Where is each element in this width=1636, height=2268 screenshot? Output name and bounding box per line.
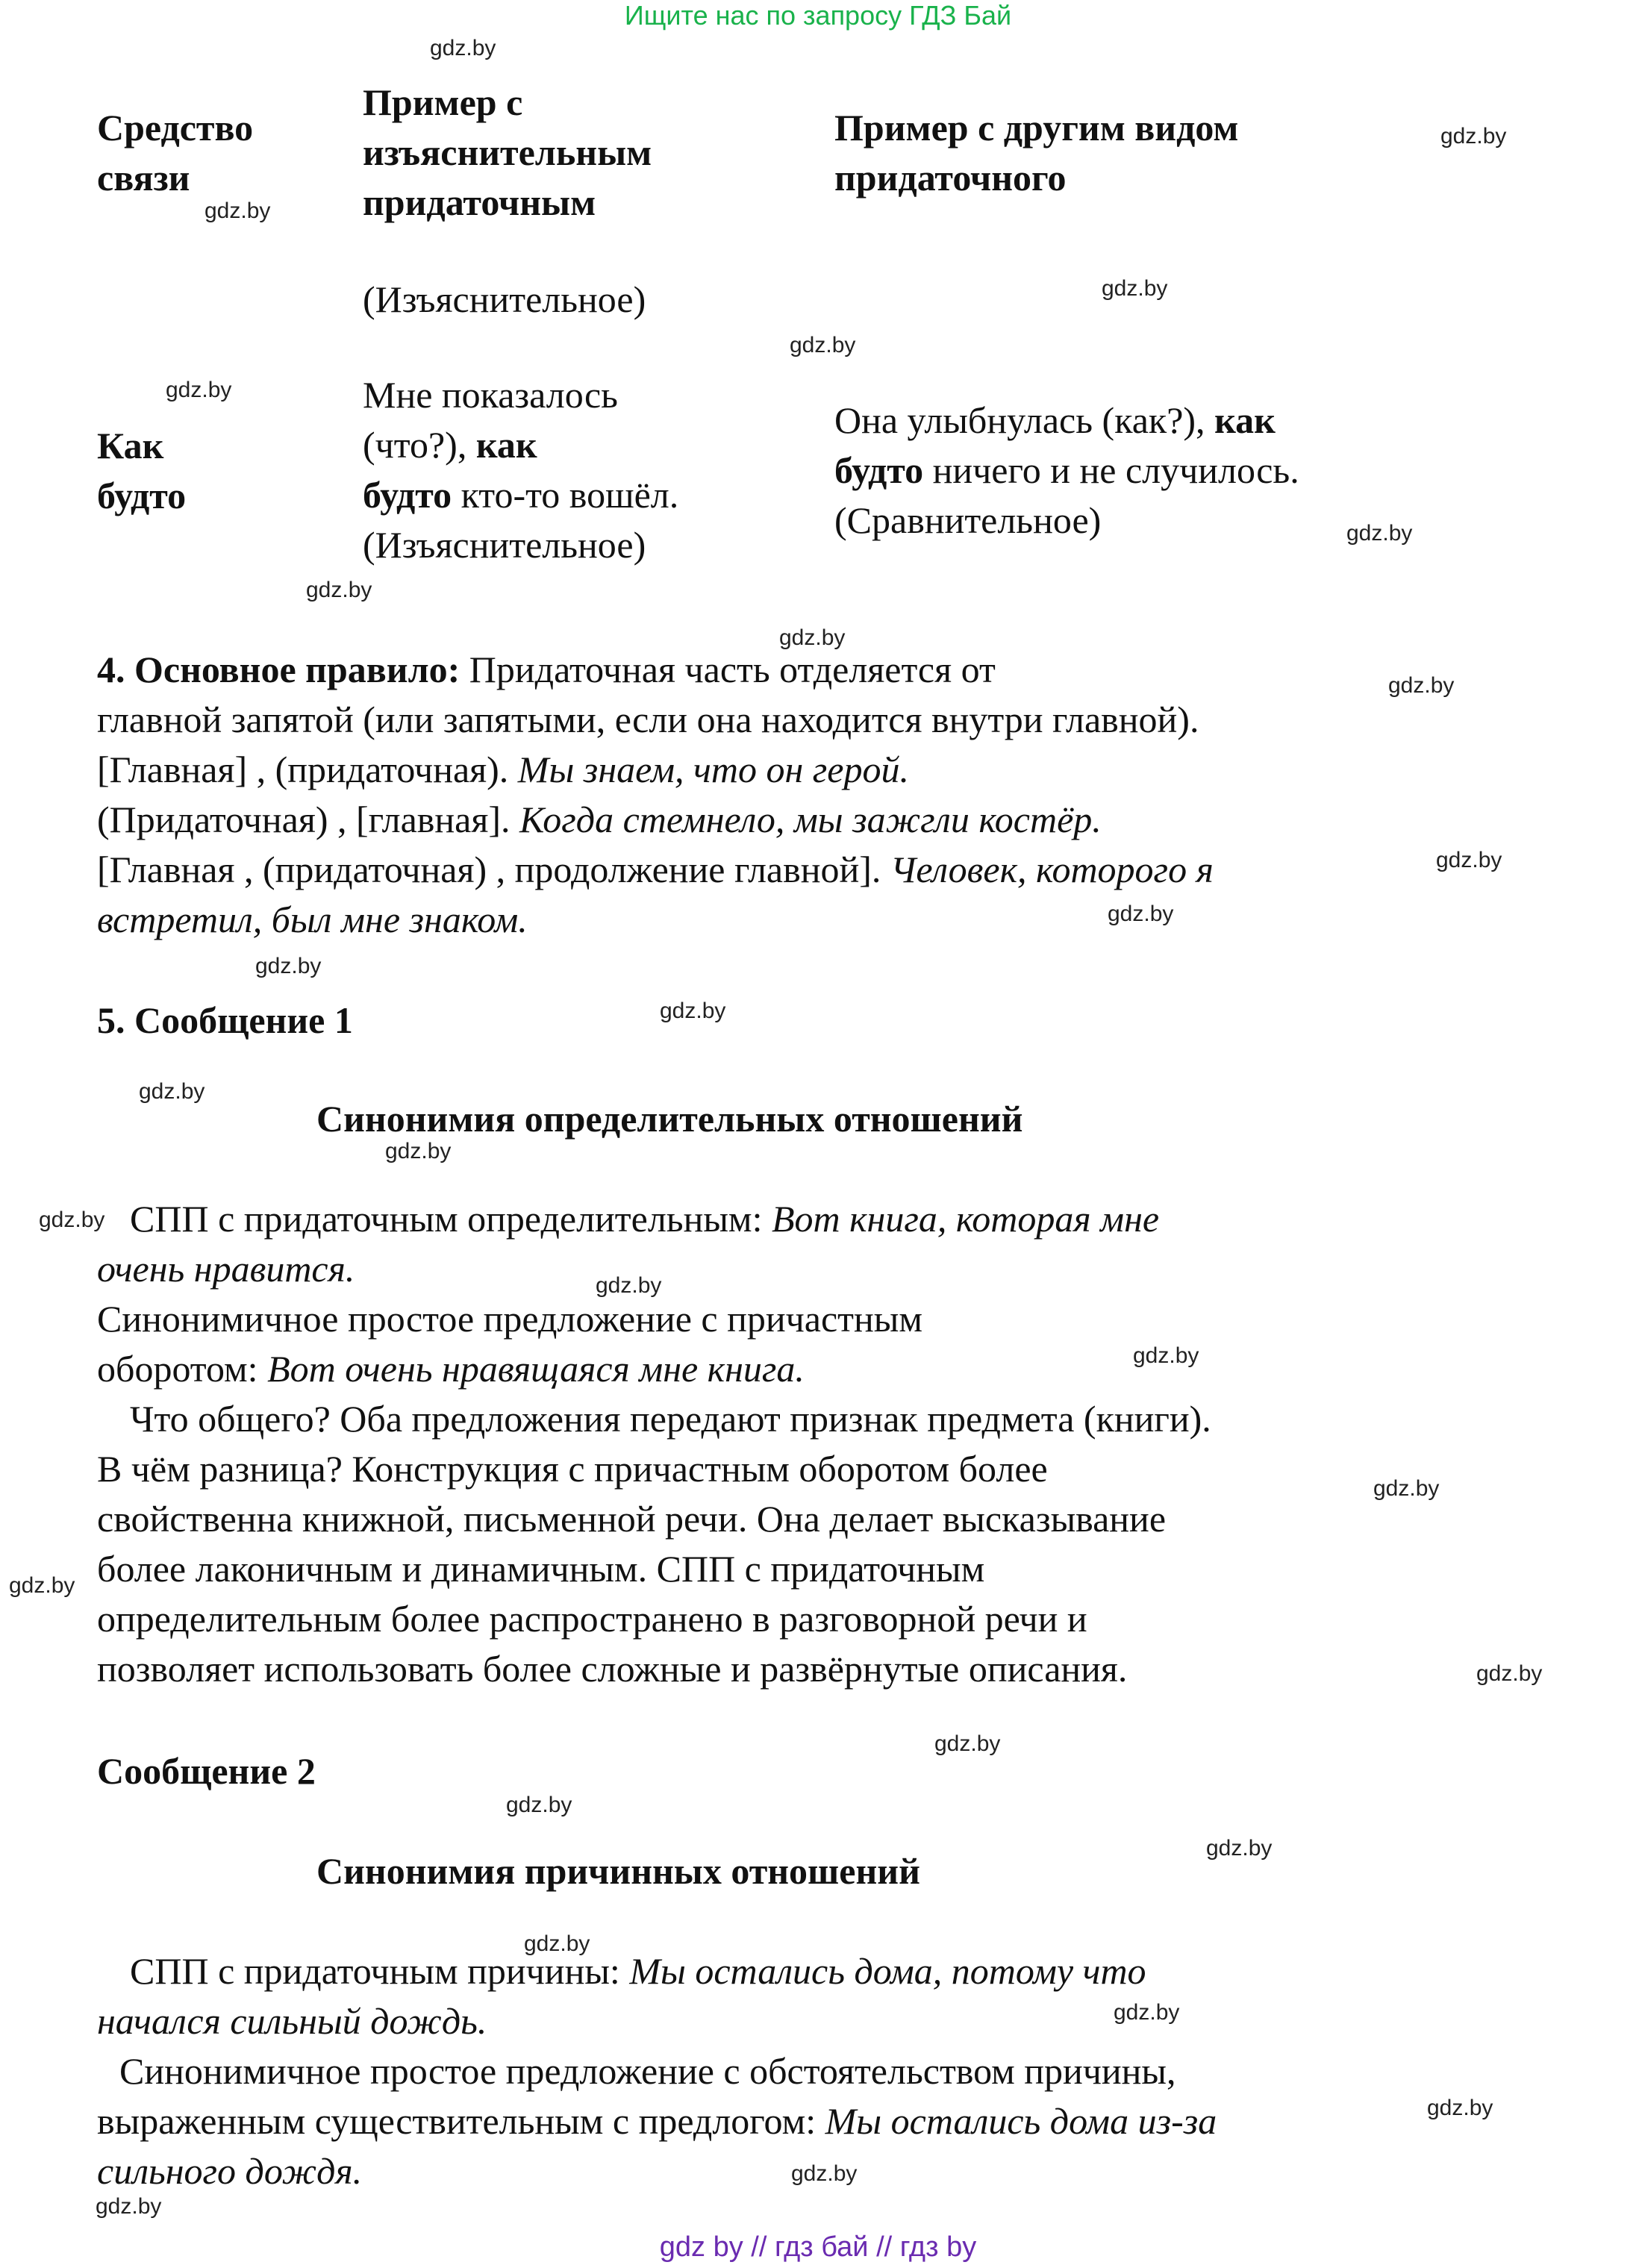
watermark: gdz.by xyxy=(385,1139,452,1163)
top-banner: Ищите нас по запросу ГДЗ Бай xyxy=(624,0,1012,31)
msg2-line-4: выраженным существительным с предлогом: Мы остались дома из-за xyxy=(97,2100,1217,2142)
msg1-line-3: Синонимичное простое предложение с причастным xyxy=(97,1298,922,1340)
watermark: gdz.by xyxy=(96,2194,162,2219)
rule-line-3: [Главная] , (придаточная). Мы знаем, что он герой. xyxy=(97,749,909,790)
rule-line-1: 4. Основное правило: Придаточная часть отделяется от xyxy=(97,649,996,690)
msg2-line-3: Синонимичное простое предложение с обстоятельством причины, xyxy=(119,2050,1176,2092)
watermark: gdz.by xyxy=(1108,902,1174,926)
table-header-connector: Средство связи xyxy=(97,107,254,199)
watermark: gdz.by xyxy=(306,578,372,602)
watermark: gdz.by xyxy=(1427,2096,1493,2120)
watermark: gdz.by xyxy=(596,1273,662,1298)
rule-line-4: (Придаточная) , [главная]. Когда стемнело, мы зажгли костёр. xyxy=(97,799,1102,840)
watermark: gdz.by xyxy=(1476,1661,1543,1686)
msg1-line-7: свойственна книжной, письменной речи. Она делает высказывание xyxy=(97,1498,1167,1540)
watermark: gdz.by xyxy=(430,36,496,60)
msg2-line-5: сильного дождя. xyxy=(97,2150,363,2192)
watermark: gdz.by xyxy=(1436,848,1502,872)
table-cell-explanatory-example: Мне показалось (что?), как будто кто-то вошёл. (Изъяснительное) xyxy=(363,374,679,566)
msg1-line-5: Что общего? Оба предложения передают признак предмета (книги). xyxy=(130,1398,1211,1440)
watermark: gdz.by xyxy=(139,1079,205,1104)
watermark: gdz.by xyxy=(660,999,726,1023)
watermark: gdz.by xyxy=(1373,1476,1440,1501)
table-cell-connector-kak-budto: Как будто xyxy=(97,425,187,516)
watermark: gdz.by xyxy=(1440,124,1507,149)
watermark: gdz.by xyxy=(204,199,271,223)
watermark: gdz.by xyxy=(166,378,232,402)
rule-line-6: встретил, был мне знаком. xyxy=(97,899,528,940)
msg1-line-8: более лаконичным и динамичным. СПП с придаточным xyxy=(97,1548,985,1590)
message-1-heading: 5. Сообщение 1 xyxy=(97,999,353,1041)
message-2-heading: Сообщение 2 xyxy=(97,1750,316,1792)
table-header-explanatory-example: Пример с изъяснительным придаточным xyxy=(363,81,652,223)
msg1-line-9: определительным более распространено в разговорной речи и xyxy=(97,1598,1087,1640)
watermark: gdz.by xyxy=(779,625,846,650)
table-cell-other-example: Она улыбнулась (как?), как будто ничего и не случилось. (Сравнительное) xyxy=(834,399,1299,541)
msg1-line-6: В чём разница? Конструкция с причастным оборотом более xyxy=(97,1448,1048,1490)
watermark: gdz.by xyxy=(506,1793,572,1817)
rule-line-2: главной запятой (или запятыми, если она находится внутри главной). xyxy=(97,699,1199,740)
rule-line-5: [Главная , (придаточная) , продолжение главной]. Человек, которого я xyxy=(97,849,1214,890)
watermark: gdz.by xyxy=(1102,276,1168,301)
table-cell-explanatory: (Изъяснительное) xyxy=(363,278,646,320)
watermark: gdz.by xyxy=(1114,2000,1180,2025)
msg2-line-2: начался сильный дождь. xyxy=(97,2000,487,2042)
message-1-title: Синонимия определительных отношений xyxy=(316,1098,1023,1140)
watermark: gdz.by xyxy=(1133,1343,1199,1368)
watermark: gdz.by xyxy=(790,333,856,357)
watermark: gdz.by xyxy=(9,1573,75,1598)
watermark: gdz.by xyxy=(1346,521,1413,546)
watermark: gdz.by xyxy=(39,1208,105,1232)
msg1-line-2: очень нравится. xyxy=(97,1248,355,1290)
footer-links[interactable]: gdz by // гдз бай // гдз by xyxy=(659,2231,977,2263)
watermark: gdz.by xyxy=(1206,1836,1273,1861)
watermark: gdz.by xyxy=(255,954,322,978)
watermark: gdz.by xyxy=(524,1931,590,1956)
msg2-line-1: СПП с придаточным причины: Мы остались дома, потому что xyxy=(130,1950,1146,1992)
watermark: gdz.by xyxy=(1388,673,1455,698)
msg1-line-10: позволяет использовать более сложные и развёрнутые описания. xyxy=(97,1648,1128,1690)
watermark: gdz.by xyxy=(791,2161,858,2186)
table-header-other-example: Пример с другим видом придаточного xyxy=(834,107,1239,199)
watermark: gdz.by xyxy=(934,1731,1001,1756)
msg1-line-1: СПП с придаточным определительным: Вот книга, которая мне xyxy=(130,1198,1160,1240)
msg1-line-4: оборотом: Вот очень нравящаяся мне книга. xyxy=(97,1348,805,1390)
message-2-title: Синонимия причинных отношений xyxy=(316,1850,920,1892)
